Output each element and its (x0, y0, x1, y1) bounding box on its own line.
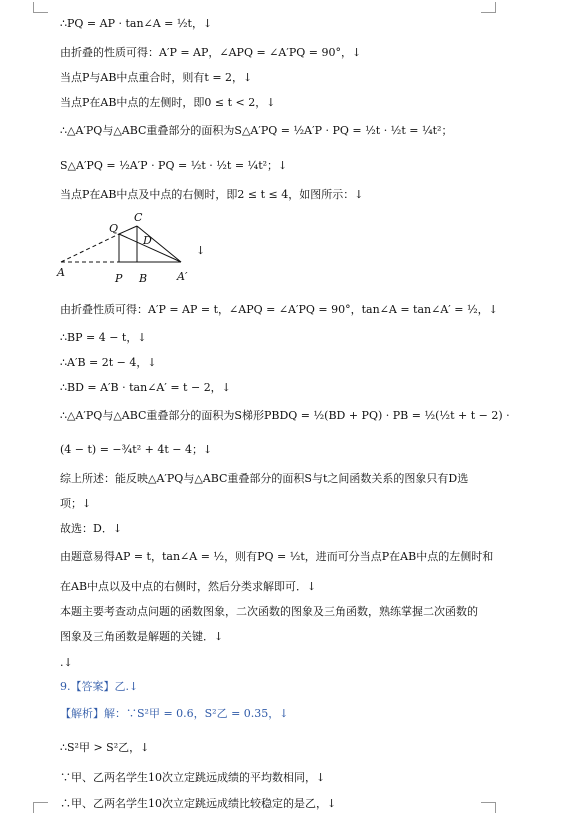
corner-mark-bottom-left (33, 802, 48, 813)
text-line: 综上所述：能反映△A′PQ与△ABC重叠部分的面积S与t之间函数关系的图象只有D选 (60, 472, 469, 485)
text-line: 当点P在AB中点及中点的右侧时，即2 ≤ t ≤ 4，如图所示：↓ (60, 188, 364, 201)
text-line: ∴BP = 4 − t，↓ (60, 331, 147, 344)
text-line: 图象及三角函数是解题的关键．↓ (60, 630, 224, 643)
corner-mark-bottom-right (481, 802, 496, 813)
label-P: P (115, 272, 123, 285)
text-line: (4 − t) = −¾t² + 4t − 4；↓ (60, 443, 213, 456)
dashed-line-AQ (61, 234, 119, 262)
geometry-figure (55, 206, 235, 288)
segment-QC (119, 226, 137, 234)
text-line: ∵甲、乙两名学生10次立定跳远成绩的平均数相同，↓ (60, 771, 326, 784)
label-B: B (139, 272, 148, 285)
text-line: 在AB中点以及中点的右侧时，然后分类求解即可．↓ (60, 580, 317, 593)
label-C: C (134, 211, 143, 224)
text-line: 由题意易得AP = t，tan∠A = ½，则有PQ = ½t，进而可分当点P在AB中点的左侧时和 (60, 550, 494, 563)
text-line: ∴PQ = AP · tan∠A = ½t，↓ (60, 17, 213, 30)
text-line: .↓ (60, 656, 73, 669)
label-A-prime: A′ (177, 270, 188, 283)
text-line: ∴△A′PQ与△ABC重叠部分的面积为S△A′PQ = ½A′P · PQ = ½t · ½t = ¼t²； (60, 124, 453, 137)
text-line: 故选：D．↓ (60, 522, 123, 535)
text-line: 由折叠的性质可得：A′P = AP，∠APQ = ∠A′PQ = 90°，↓ (60, 46, 362, 59)
text-line: ∴S²甲 > S²乙，↓ (60, 741, 150, 754)
paragraph-mark: ↓ (196, 244, 206, 257)
label-A: A (57, 266, 65, 279)
answer-heading: 9.【答案】乙.↓ (60, 680, 139, 693)
label-Q: Q (109, 222, 119, 235)
text-line: 由折叠性质可得：A′P = AP = t，∠APQ = ∠A′PQ = 90°，tan∠A = tan∠A′ = ½，↓ (60, 303, 498, 316)
label-D: D (143, 234, 152, 247)
text-line: ∴△A′PQ与△ABC重叠部分的面积为S梯形PBDQ = ½(BD + PQ) · PB = ½(½t + t − 2) · (60, 409, 510, 422)
corner-mark-top-right (481, 2, 496, 13)
text-line: S△A′PQ = ½A′P · PQ = ½t · ½t = ¼t²；↓ (60, 159, 288, 172)
text-line: 当点P与AB中点重合时，则有t = 2，↓ (60, 71, 253, 84)
text-line: ∴甲、乙两名学生10次立定跳远成绩比较稳定的是乙，↓ (60, 797, 337, 810)
analysis-line: 【解析】解：∵S²甲 = 0.6，S²乙 = 0.35，↓ (60, 707, 289, 720)
text-line: ∴A′B = 2t − 4，↓ (60, 356, 157, 369)
text-line: 本题主要考查动点问题的函数图象，二次函数的图象及三角函数，熟练掌握二次函数的 (60, 605, 478, 618)
corner-mark-top-left (33, 2, 48, 13)
text-line: 当点P在AB中点的左侧时，即0 ≤ t < 2，↓ (60, 96, 276, 109)
text-line: 项；↓ (60, 497, 92, 510)
text-line: ∴BD = A′B · tan∠A′ = t − 2，↓ (60, 381, 231, 394)
